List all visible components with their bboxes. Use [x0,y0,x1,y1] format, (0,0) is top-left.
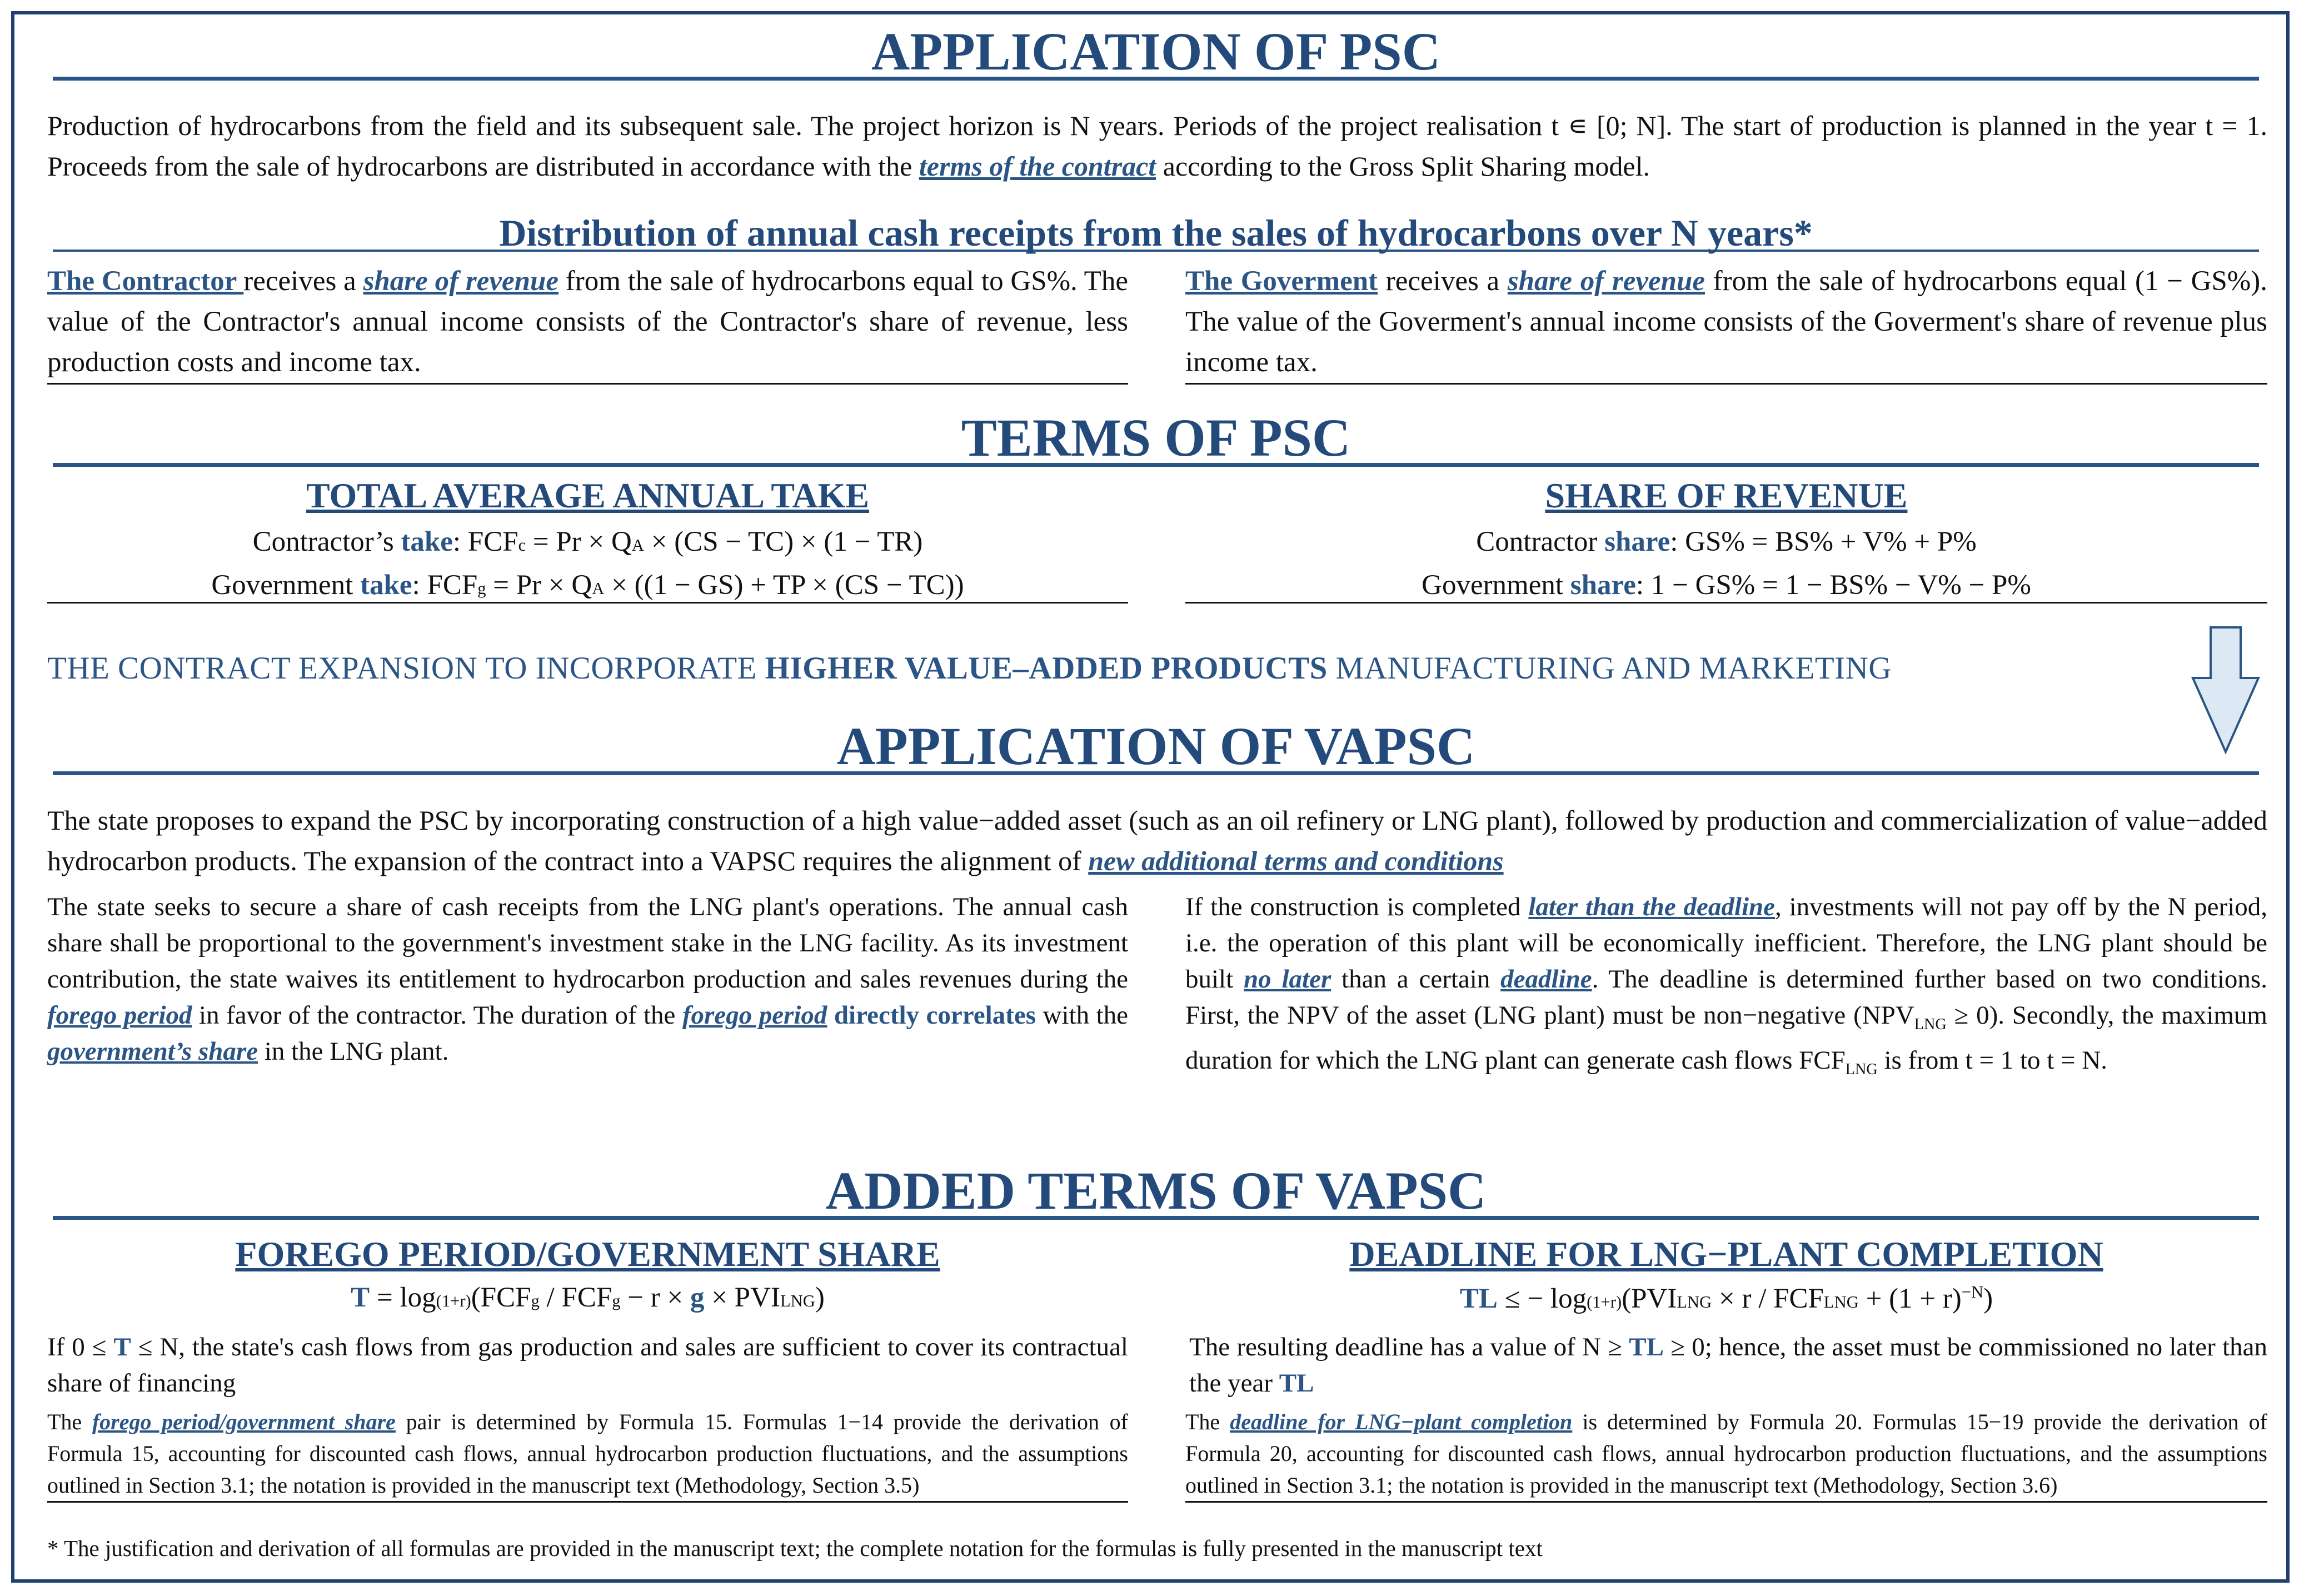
footnote: * The justification and derivation of all formulas are provided in the manuscript text; the complete notation for the formulas is fully presented in the manuscript text [47,1535,1543,1561]
contractor-share-formula: Contractor share: GS% = BS% + V% + P% [1476,526,1977,557]
contractor-distribution [47,261,1128,385]
deadline-formula: TL ≤ − log(1+r)(PVILNG × r / FCFLNG + $(1 + r)^{-N}$) [1459,1283,1993,1314]
vapsc-intro-text: The state proposes to expand the PSC by incorporating construction of a high value−added asset (such as an oil refinery or LNG plant), followed by production and commercialization of value−added hydrocarbon products. The expansion of the contract into a VAPSC requires the alignment of [47,805,2267,876]
contractor-label: The Contractor [47,266,244,297]
government-take-formula: Government take: FCFg = Pr × QA × ((1 − GS) + TP × (CS − TC)) [211,570,964,601]
section-title-psc-application: APPLICATION OF PSC [53,25,2259,81]
distribution-title: Distribution of annual cash receipts from the sales of hydrocarbons over N years* [53,214,2259,252]
terms-of-contract-link[interactable]: terms of the contract [919,151,1156,182]
deadline-note: The deadline for LNG−plant completion is determined by Formula 20. Formulas 15−19 provide the derivation of Formula 20, accounting for discounted cash flows, annual hydrocarbon production fluctuations, and the assumptions outlined in Section 3.1; the notation is provided in the manuscript text (Methodology, Section 3.6) [1185,1406,2267,1503]
government-distribution [1185,261,2267,385]
contractor-text-end: from the sale of hydrocarbons equal to GS%. The value of the Contractor's annual income consists of the Contractor's share of revenue, less production costs and income tax. [47,266,1128,378]
deadline-condition: The resulting deadline has a value of N ≥ TL ≥ 0; hence, the asset must be commissioned no later than the year TL [1189,1333,2267,1398]
government-text: receives a [1378,266,1508,297]
government-text-end: from the sale of hydrocarbons equal (1 − GS%). The value of the Goverment's annual income consists of the Goverment's share of revenue plus income tax. [1185,266,2267,378]
section-title-added-terms: ADDED TERMS OF VAPSC [53,1164,2259,1220]
contractor-text: receives a [243,266,363,297]
section-title-vapsc-application: APPLICATION OF VAPSC [53,720,2259,775]
psc-intro-text: Production of hydrocarbons from the field and its subsequent sale. The project horizon is N years. Periods of the project realisation t ∊ [0; N]. The start of production is planned in the year t = 1. Proceeds from the sale of hydrocarbons are distributed in accordance with the [47,110,2267,182]
forego-period-link[interactable]: forego period [47,1001,192,1030]
government-share-formula: Government share: 1 − GS% = 1 − BS% − V% − P% [1422,570,2031,601]
government-share-link[interactable]: share of revenue [1507,266,1705,297]
forego-note-link[interactable]: forego period/government share [92,1409,396,1434]
government-share-link[interactable]: government’s share [47,1037,258,1066]
expansion-banner: THE CONTRACT EXPANSION TO INCORPORATE HIGHER VALUE–ADDED PRODUCTS MANUFACTURING AND MARKETING [47,651,1892,686]
forego-note: The forego period/government share pair is determined by Formula 15. Formulas 1−14 provide the derivation of Formula 15, accounting for discounted cash flows, annual hydrocarbon production fluctuations, and the assumptions outlined in Section 3.1; the notation is provided in the manuscript text (Methodology, Section 3.5) [47,1406,1128,1503]
no-later-link[interactable]: no later [1244,965,1331,994]
psc-intro [47,106,2267,187]
share-divider [1185,602,2267,604]
later-than-deadline-link[interactable]: later than the deadline [1528,892,1776,921]
section-title-psc-terms: TERMS OF PSC [53,411,2259,467]
contractor-share-link[interactable]: share of revenue [363,266,558,297]
take-title: TOTAL AVERAGE ANNUAL TAKE [306,476,870,515]
take-divider [47,602,1128,604]
vapsc-left-text: The state seeks to secure a share of cash receipts from the LNG plant's operations. The annual cash share shall be proportional to the government's investment stake in the LNG facility. As its investment contribution, the state waives its entitlement to hydrocarbon production and sales revenues during the forego period in favor of the contractor. The duration of the forego period directly correlates with the government’s share in the LNG plant. [47,892,1128,1066]
vapsc-right-text: If the construction is completed later than the deadline, investments will not pay off by the N period, i.e. the operation of this plant will be economically inefficient. Therefore, the LNG plant should be built no later than a certain deadline. The deadline is determined further based on two conditions. First, the NPV of the asset (LNG plant) must be non−negative $(NPV_{LNG} \ge 0)$. Secondly, the maximum duration for which the LNG plant can generate cash flows $FCF_{LNG}$ is from t = 1 to t = N. [1185,892,2267,1078]
psc-intro-text-end: according to the Gross Split Sharing model. [1156,151,1650,182]
share-title: SHARE OF REVENUE [1545,476,1908,515]
deadline-title: DEADLINE FOR LNG−PLANT COMPLETION [1349,1234,2103,1274]
new-terms-link[interactable]: new additional terms and conditions [1088,845,1504,876]
contractor-take-formula: Contractor’s take: FCFc = Pr × QA × (CS − TC) × (1 − TR) [252,526,923,557]
deadline-note-link[interactable]: deadline for LNG−plant completion [1230,1409,1573,1434]
deadline-link[interactable]: deadline [1500,965,1592,994]
forego-formula: T = log(1+r)(FCFg / FCFg − r × g × PVILNG) [351,1282,825,1313]
vapsc-intro [47,800,2267,881]
forego-period-link-2[interactable]: forego period [682,1001,827,1030]
government-label: The Goverment [1185,266,1378,297]
forego-condition: If 0 ≤ T ≤ N, the state's cash flows from gas production and sales are sufficient to cover its contractual share of financing [47,1333,1128,1398]
forego-title: FOREGO PERIOD/GOVERNMENT SHARE [235,1234,940,1274]
